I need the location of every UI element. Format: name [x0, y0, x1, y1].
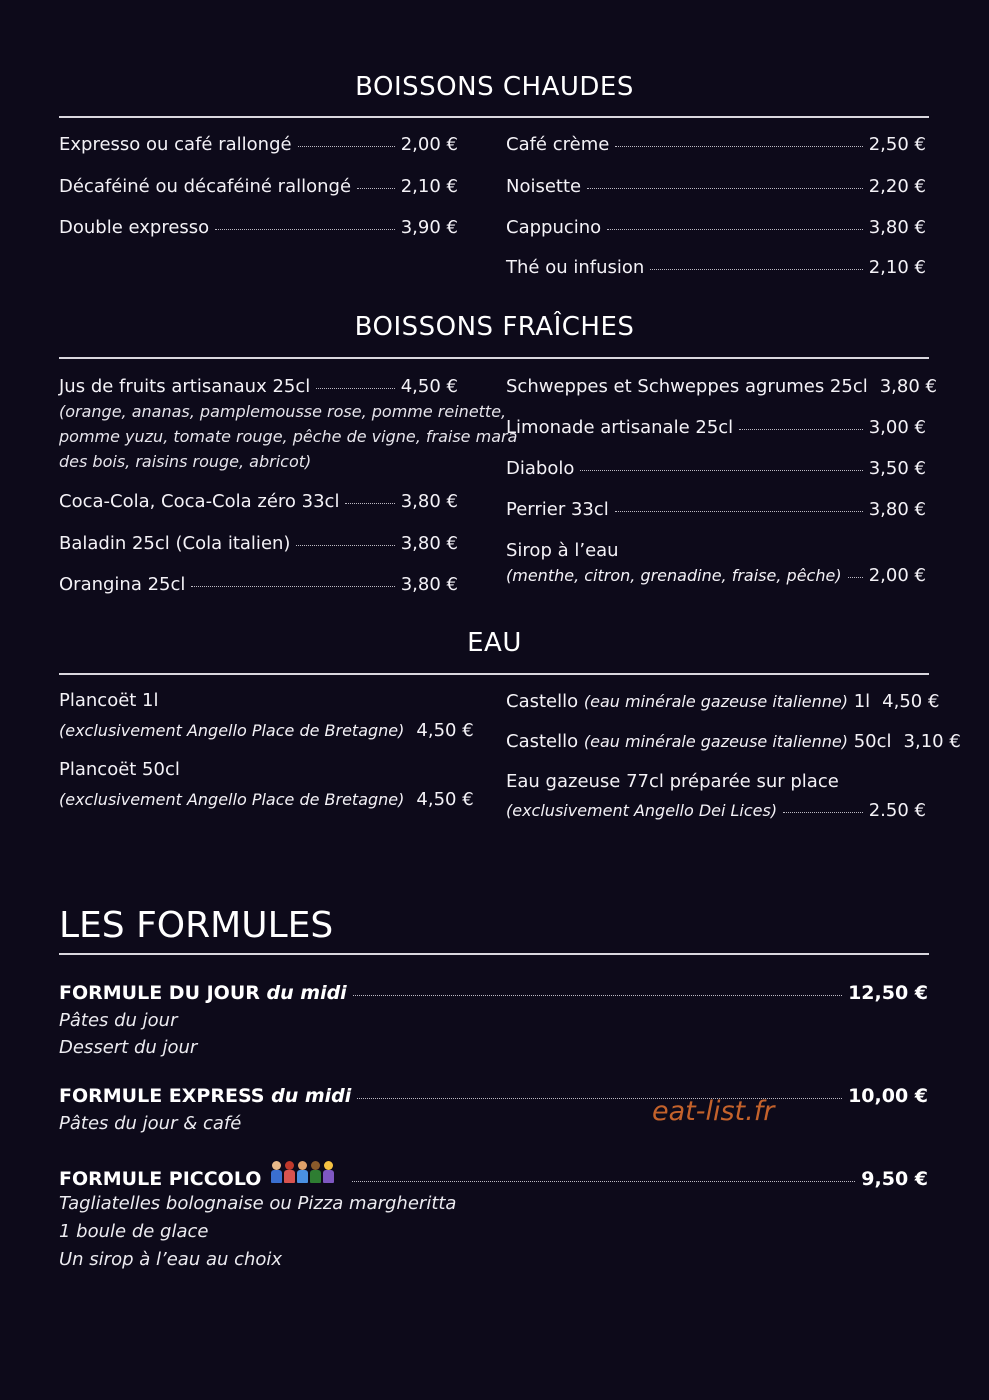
- menu-item: [506, 417, 926, 438]
- dot-leader: [316, 388, 394, 389]
- formule-detail: Dessert du jour: [59, 1037, 198, 1058]
- item-name: Limonade artisanale 25cl: [506, 417, 734, 438]
- menu-item: [506, 731, 961, 752]
- item-detail-text: (eau minérale gazeuse italienne): [583, 692, 848, 711]
- item-name: Thé ou infusion: [506, 257, 645, 278]
- menu-item: [59, 134, 458, 155]
- item-name: [506, 731, 892, 752]
- menu-item: [59, 720, 474, 741]
- formule-price: 9,50 €: [861, 1168, 928, 1190]
- item-name: Perrier 33cl: [506, 499, 609, 520]
- menu-item: [59, 491, 458, 512]
- item-detail: (orange, ananas, pamplemousse rose, pomme reinette,: [59, 402, 507, 421]
- item-price: 4,50 €: [416, 789, 474, 810]
- item-detail: [59, 789, 404, 810]
- item-detail: [506, 800, 777, 821]
- dot-leader: [650, 269, 862, 270]
- menu-item: [59, 574, 458, 595]
- dot-leader: [848, 577, 863, 578]
- item-price: 3,80 €: [879, 376, 937, 397]
- watermark: eat-list.fr: [652, 1096, 775, 1127]
- formule-detail: Un sirop à l’eau au choix: [59, 1249, 283, 1270]
- item-price: 4,50 €: [882, 691, 940, 712]
- item-detail-text: (exclusivement Angello Place de Bretagne): [59, 721, 405, 740]
- item-detail-text: (exclusivement Angello Dei Lices): [506, 801, 778, 820]
- menu-item: [506, 691, 940, 712]
- dot-leader: [580, 470, 862, 471]
- formule-price: 10,00 €: [848, 1085, 928, 1107]
- item-name-text: Castello: [506, 731, 579, 752]
- section-title-fraiches: BOISSONS FRAÎCHES: [354, 312, 635, 342]
- menu-item: [506, 257, 926, 278]
- item-price: 2,10 €: [400, 176, 458, 197]
- dot-leader: [357, 188, 395, 189]
- menu-item: [59, 789, 474, 810]
- item-price: 3,80 €: [400, 533, 458, 554]
- item-price: 3,10 €: [903, 731, 961, 752]
- formule-name-text: FORMULE PICCOLO: [59, 1168, 262, 1190]
- menu-item: [59, 376, 458, 397]
- item-price: 2,00 €: [868, 565, 926, 586]
- dot-leader: [615, 146, 862, 147]
- menu-item: [506, 458, 926, 479]
- item-price: 3,90 €: [400, 217, 458, 238]
- item-name: Noisette: [506, 176, 582, 197]
- item-name: Coca-Cola, Coca-Cola zéro 33cl: [59, 491, 340, 512]
- dot-leader: [615, 511, 863, 512]
- item-detail: des bois, raisins rouge, abricot): [59, 452, 312, 471]
- formules-title: LES FORMULES: [59, 905, 334, 946]
- formule-name: [59, 1168, 261, 1190]
- section-divider: [59, 116, 929, 118]
- item-name: Cappucino: [506, 217, 602, 238]
- item-name: Eau gazeuse 77cl préparée sur place: [506, 771, 839, 792]
- menu-item: [59, 533, 458, 554]
- item-name: Plancoët 50cl: [59, 759, 180, 780]
- item-price: 3,80 €: [868, 499, 926, 520]
- formule-detail: Pâtes du jour: [59, 1010, 178, 1031]
- dot-leader: [298, 146, 395, 147]
- item-name: Double expresso: [59, 217, 210, 238]
- item-detail: [59, 720, 404, 741]
- formule-detail: Tagliatelles bolognaise ou Pizza margheritta: [59, 1193, 457, 1214]
- formule-row: [59, 1085, 928, 1107]
- dot-leader: [783, 812, 863, 813]
- item-price: 2,00 €: [400, 134, 458, 155]
- item-name: Jus de fruits artisanaux 25cl: [59, 376, 311, 397]
- dot-leader: [296, 545, 394, 546]
- dot-leader: [215, 229, 395, 230]
- formule-suffix: du midi: [266, 982, 347, 1004]
- item-size: 50cl: [853, 731, 892, 752]
- item-name: Sirop à l’eau: [506, 540, 619, 561]
- item-name: Baladin 25cl (Cola italien): [59, 533, 291, 554]
- menu-item: [59, 176, 458, 197]
- dot-leader: [607, 229, 863, 230]
- formule-name: [59, 982, 347, 1004]
- item-price: 2,50 €: [868, 134, 926, 155]
- item-detail: pomme yuzu, tomate rouge, pêche de vigne, fraise mara: [59, 427, 518, 446]
- dot-leader: [739, 429, 863, 430]
- formule-row: [59, 982, 928, 1004]
- menu-item: [506, 565, 926, 586]
- item-size: 1l: [853, 691, 871, 712]
- dot-leader: [353, 995, 842, 996]
- menu-item: [506, 376, 937, 397]
- item-name: Expresso ou café rallongé: [59, 134, 292, 155]
- section-title-eau: EAU: [467, 628, 522, 658]
- formule-detail: Pâtes du jour & café: [59, 1113, 242, 1134]
- formule-suffix: du midi: [271, 1085, 352, 1107]
- item-name: [506, 691, 870, 712]
- formule-name-text: FORMULE EXPRESS: [59, 1085, 265, 1107]
- menu-item: [506, 217, 926, 238]
- section-divider: [59, 953, 929, 955]
- section-title-chaudes: BOISSONS CHAUDES: [355, 72, 634, 102]
- item-price: 3,80 €: [400, 574, 458, 595]
- formule-detail: 1 boule de glace: [59, 1221, 209, 1242]
- section-divider: [59, 357, 929, 359]
- item-name-text: Castello: [506, 691, 579, 712]
- formule-name-text: FORMULE DU JOUR: [59, 982, 260, 1004]
- item-price: 4,50 €: [400, 376, 458, 397]
- item-detail-text: (exclusivement Angello Place de Bretagne): [59, 790, 405, 809]
- item-price: 2,10 €: [868, 257, 926, 278]
- item-name: Café crème: [506, 134, 610, 155]
- item-name: Schweppes et Schweppes agrumes 25cl: [506, 376, 868, 397]
- item-price: 4,50 €: [416, 720, 474, 741]
- item-detail-text: (eau minérale gazeuse italienne): [583, 732, 848, 751]
- dot-leader: [345, 503, 394, 504]
- formule-name: [59, 1085, 351, 1107]
- dot-leader: [587, 188, 863, 189]
- item-price: 2,20 €: [868, 176, 926, 197]
- item-detail: [506, 565, 842, 586]
- item-name: Plancoët 1l: [59, 690, 159, 711]
- item-name: Diabolo: [506, 458, 575, 479]
- formule-row: [59, 1163, 928, 1190]
- menu-item: [59, 217, 458, 238]
- section-divider: [59, 673, 929, 675]
- dot-leader: [191, 586, 394, 587]
- item-price: 3,80 €: [868, 217, 926, 238]
- menu-item: [506, 499, 926, 520]
- menu-item: [506, 176, 926, 197]
- item-detail-text: (menthe, citron, grenadine, fraise, pêche): [506, 566, 842, 585]
- item-price: 3,00 €: [868, 417, 926, 438]
- formule-price: 12,50 €: [848, 982, 928, 1004]
- item-price: 3,80 €: [400, 491, 458, 512]
- menu-item: [506, 800, 926, 821]
- item-price: 3,50 €: [868, 458, 926, 479]
- item-price: 2.50 €: [868, 800, 926, 821]
- menu-item: [506, 134, 926, 155]
- dot-leader: [352, 1181, 855, 1182]
- item-name: Décaféiné ou décaféiné rallongé: [59, 176, 352, 197]
- item-name: Orangina 25cl: [59, 574, 186, 595]
- kids-icon: [271, 1161, 334, 1183]
